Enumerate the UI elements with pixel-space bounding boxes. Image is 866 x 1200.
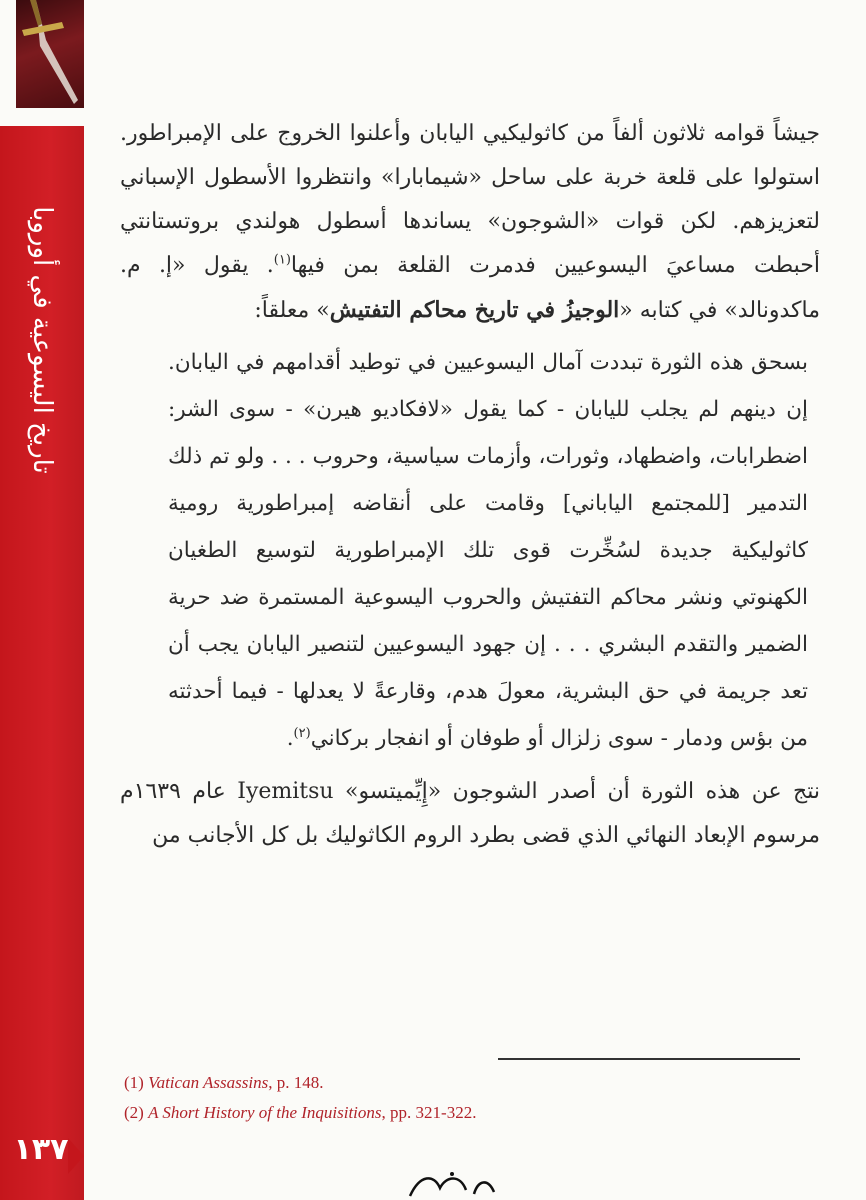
footnote-ref-1[interactable]: (١) xyxy=(273,252,291,268)
footnote-divider xyxy=(498,1058,800,1060)
library-seal-icon xyxy=(390,1168,510,1200)
page-body xyxy=(120,112,820,858)
footnote-2: (2) A Short History of the Inquisitions, pp. 321-322. xyxy=(124,1103,477,1122)
paragraph-1: جيشاً قوامه ثلاثون ألفاً من كاثوليكيي اليابان وأعلنوا الخروج على الإمبراطور. استولوا على قلعة خربة على ساحل «شيمابارا» وانتظروا الأسطول الإسباني لتعزيزهم. لكن قوات «الشوجون» يساندها أسطول هولندي بروتستانتي أحبطت مساعيَ اليسوعيين فدمرت القلعة بمن فيها$^{(١)}$. يقول «إ. م. ماكدونالد» في كتابه «الوجيزُ في تاريخ محاكم التفتيش» معلقاً: xyxy=(120,121,820,323)
paragraph-2: نتج عن هذه الثورة أن أصدر الشوجون «إِيِّميتسو» Iyemitsu عام ١٦٣٩م مرسوم الإبعاد النهائي الذي قضى بطرد الروم الكاثوليك بل كل الأجانب من xyxy=(120,779,821,848)
book-title: الوجيزُ في تاريخ محاكم التفتيش xyxy=(329,297,620,323)
page-number: ١٣٧ xyxy=(13,1132,69,1167)
footnote-1: (1) Vatican Assassins, p. 148. xyxy=(124,1073,324,1092)
book-cover-thumbnail xyxy=(16,0,84,108)
footnote-ref-2[interactable]: (٢) xyxy=(293,725,311,741)
running-title: تاريخ اليسوعية في أوروبا xyxy=(27,206,57,474)
dagger-icon xyxy=(16,0,84,108)
footnotes xyxy=(124,1068,824,1128)
page-number-pointer xyxy=(68,1138,84,1174)
sidebar xyxy=(0,0,84,1200)
block-quote: بسحق هذه الثورة تبددت آمال اليسوعيين في توطيد أقدامهم في اليابان. إن دينهم لم يجلب لليابان - كما يقول «لافكاديو هيرن» - سوى الشر: اضطرابات، واضطهاد، وثورات، وأزمات سياسية، وحروب . . . ولو تم ذلك التدمير [للمجتمع الياباني] وقامت على أنقاضه إمبراطورية رومية كاثوليكية جديدة لسُخِّرت قوى تلك الإمبراطورية لتوسيع الطغيان الكهنوتي ونشر محاكم التفتيش والحروب اليسوعية المستمرة ضد حرية الضمير والتقدم البشري . . . إن جهود اليسوعيين لتنصير اليابان يجب أن تعد جريمة في حق البشرية، معولَ هدم، وقارعةً لا يعدلها - فيما أحدثته من بؤس ودمار - سوى زلزال أو طوفان أو انفجار بركاني$^{(٢)}$. xyxy=(168,350,808,751)
